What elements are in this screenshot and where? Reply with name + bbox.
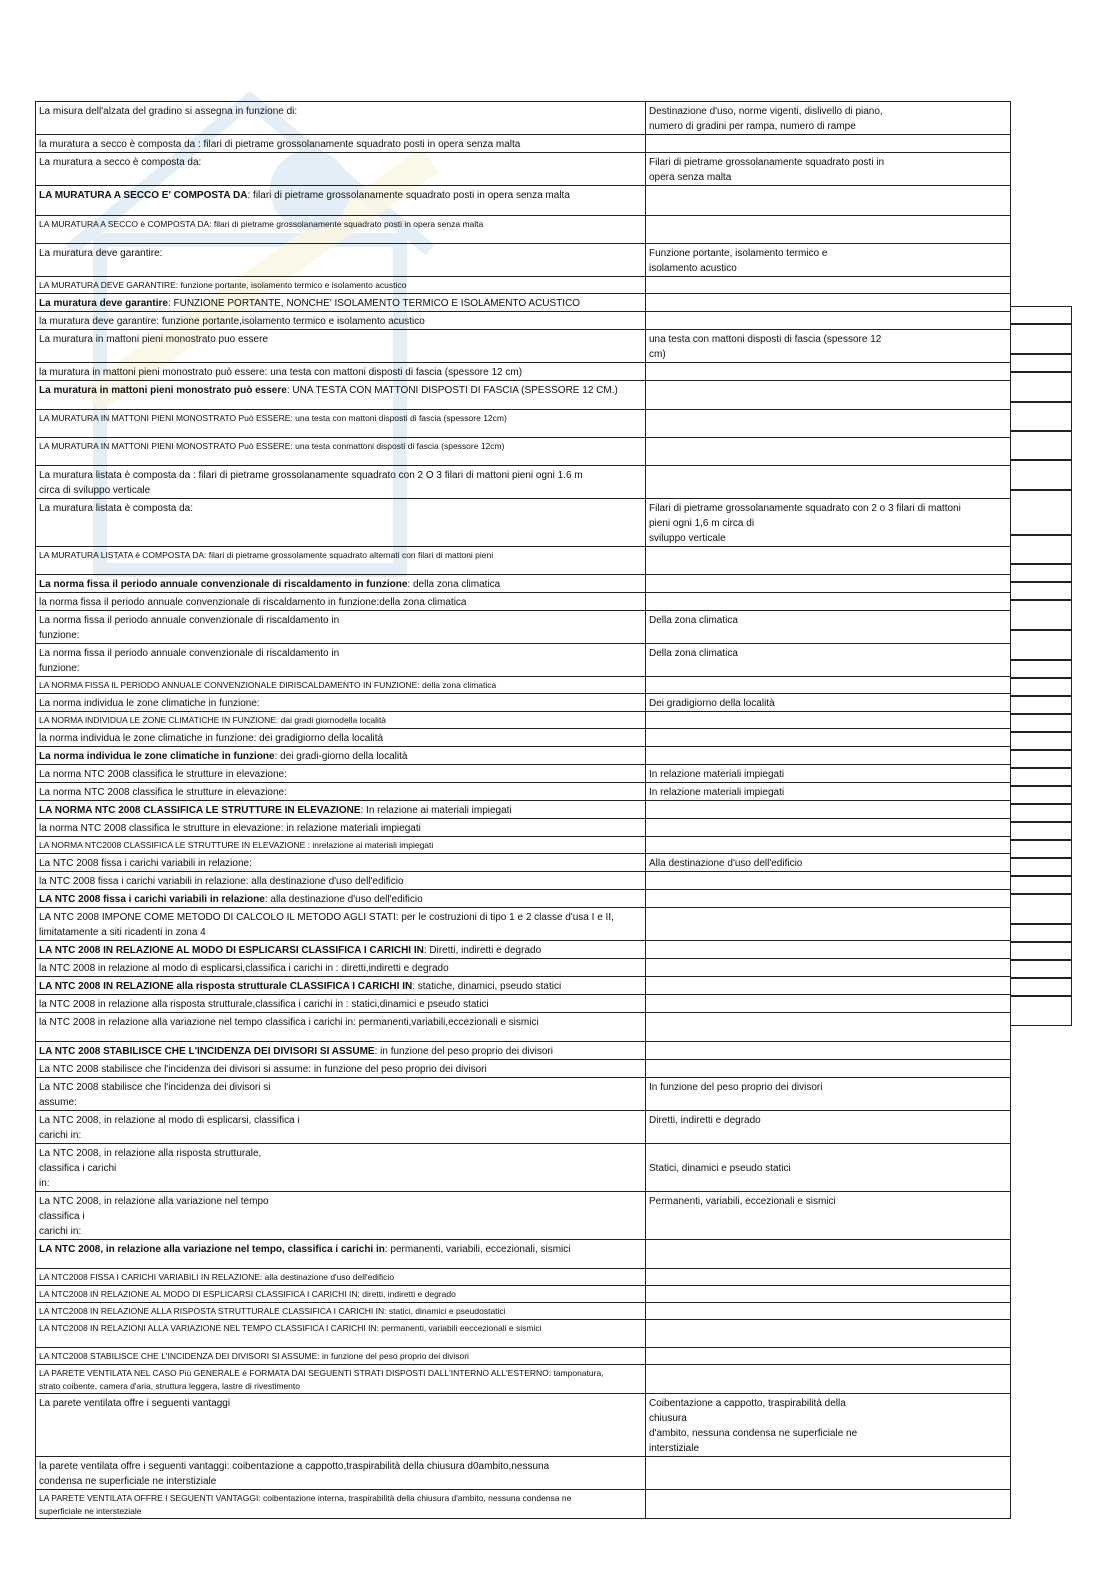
question-text: : della zona climatica [407, 579, 501, 590]
extra-column-cell [1010, 324, 1072, 354]
extra-column-cell [1010, 460, 1072, 490]
answer-cell [646, 1042, 1011, 1060]
question-text: LA MURATURA IN MATTONI PIENI MONOSTRATO Può ESSERE: una testa conmattoni disposti di fascia (spessore 12cm) [39, 441, 505, 451]
table-row [36, 102, 1011, 135]
answer-cell [646, 837, 1011, 854]
question-bold: La norma fissa il periodo annuale convenzionale di riscaldamento in funzione [39, 579, 408, 590]
question-text: la NTC 2008 fissa i carichi variabili in relazione: alla destinazione d'uso dell'edificio [39, 876, 404, 887]
question-cell [36, 872, 646, 890]
question-text: : filari di pietrame grossolanamente squadrato posti in opera senza malta [247, 190, 570, 201]
extra-column-cell [1010, 372, 1072, 402]
table-row [36, 729, 1011, 747]
answer-cell [646, 102, 1011, 135]
answer-text: Filari di pietrame grossolanamente squadrato con 2 o 3 filari di mattoni pieni ogni 1,6 m circa di sviluppo verticale [649, 503, 961, 544]
table-row [36, 153, 1011, 186]
answer-cell [646, 872, 1011, 890]
extra-column-cell [1010, 996, 1072, 1026]
table-row [36, 1240, 1011, 1269]
extra-column-cell [1010, 402, 1072, 431]
question-text: La NTC 2008 stabilisce che l'incidenza dei divisori si assume: [39, 1082, 271, 1108]
answer-cell [646, 499, 1011, 547]
question-cell [36, 854, 646, 872]
question-cell [36, 801, 646, 819]
question-text: LA NORMA INDIVIDUA LE ZONE CLIMATICHE IN FUNZIONE: dai gradi giornodella località [39, 715, 387, 725]
answer-cell [646, 381, 1011, 410]
question-cell [36, 959, 646, 977]
answer-text: una testa con mattoni disposti di fascia (spessore 12 cm) [649, 334, 882, 360]
table-row [36, 1013, 1011, 1042]
extra-column-cell [1010, 564, 1072, 582]
answer-text: Diretti, indiretti e degrado [649, 1115, 761, 1126]
answer-cell [646, 747, 1011, 765]
question-cell [36, 244, 646, 277]
question-text: La NTC 2008, in relazione alla risposta strutturale, classifica i carichi in: [39, 1148, 262, 1189]
answer-cell [646, 363, 1011, 381]
question-cell [36, 712, 646, 729]
question-text: : alla destinazione d'uso dell'edificio [264, 894, 423, 905]
question-cell [36, 575, 646, 593]
extra-column-cell [1010, 732, 1072, 750]
answer-cell [646, 677, 1011, 694]
extra-column-cell [1010, 535, 1072, 564]
answer-cell [646, 694, 1011, 712]
question-bold: LA NTC 2008 IN RELAZIONE alla risposta strutturale CLASSIFICA I CARICHI IN [39, 981, 413, 992]
question-cell [36, 837, 646, 854]
question-cell [36, 1042, 646, 1060]
table-row [36, 712, 1011, 729]
question-cell [36, 1348, 646, 1365]
question-text: la NTC 2008 in relazione alla variazione nel tempo classifica i carichi in: permanenti,variabili,eccezionali e sismici [39, 1017, 539, 1028]
table-row [36, 890, 1011, 908]
question-text: la NTC 2008 in relazione alla risposta strutturale,classifica i carichi in : statici,dinamici e pseudo statici [39, 999, 489, 1010]
answer-cell [646, 547, 1011, 575]
answer-cell [646, 330, 1011, 363]
answer-cell [646, 1240, 1011, 1269]
question-bold: LA NTC 2008 IN RELAZIONE AL MODO DI ESPLICARSI CLASSIFICA I CARICHI IN [39, 945, 424, 956]
extra-column-cell [1010, 840, 1072, 858]
answer-text: Statici, dinamici e pseudo statici [649, 1163, 791, 1174]
question-cell [36, 819, 646, 837]
question-cell [36, 644, 646, 677]
extra-column-cell [1010, 942, 1072, 960]
answer-text: Della zona climatica [649, 615, 738, 626]
question-cell [36, 783, 646, 801]
question-text: La norma fissa il periodo annuale convenzionale di riscaldamento in funzione: [39, 648, 340, 674]
question-text: La NTC 2008 fissa i carichi variabili in relazione: [39, 858, 252, 869]
answer-cell [646, 995, 1011, 1013]
table-row [36, 819, 1011, 837]
answer-text: Funzione portante, isolamento termico e isolamento acustico [649, 248, 828, 274]
answer-cell [646, 765, 1011, 783]
extra-column-cell [1010, 876, 1072, 894]
answer-cell [646, 466, 1011, 499]
question-cell [36, 410, 646, 438]
question-text: la norma fissa il periodo annuale convenzionale di riscaldamento in funzione:della zona climatica [39, 597, 467, 608]
answer-cell [646, 575, 1011, 593]
table-row [36, 381, 1011, 410]
question-cell [36, 908, 646, 941]
question-text: la NTC 2008 in relazione al modo di esplicarsi,classifica i carichi in : diretti,indiretti e degrado [39, 963, 449, 974]
question-text: LA NTC2008 IN RELAZIONE ALLA RISPOSTA STRUTTURALE CLASSIFICA I CARICHI IN: statici, dinamici e pseudostatici [39, 1306, 506, 1316]
question-cell [36, 499, 646, 547]
answer-cell [646, 1490, 1011, 1519]
table-row [36, 1269, 1011, 1286]
extra-column-cell [1010, 750, 1072, 768]
table-row [36, 837, 1011, 854]
answer-cell [646, 941, 1011, 959]
question-text: La norma NTC 2008 classifica le strutture in elevazione: [39, 787, 287, 798]
answer-cell [646, 1348, 1011, 1365]
table-row [36, 1111, 1011, 1144]
question-text: La muratura in mattoni pieni monostrato puo essere [39, 334, 269, 345]
table-row [36, 783, 1011, 801]
table-row [36, 765, 1011, 783]
answer-cell [646, 890, 1011, 908]
question-text: LA MURATURA LISTATA è COMPOSTA DA: filari di pietrame grossolamente squadrato alternati con filari di mattoni pieni [39, 550, 494, 560]
question-text: la parete ventilata offre i seguenti vantaggi: coibentazione a cappotto,traspirabilità della chiusura d0ambito,nessuna condensa ne superficiale ne interstiziale [39, 1461, 550, 1487]
question-cell [36, 438, 646, 466]
table-row [36, 995, 1011, 1013]
question-text: LA MURATURA A SECCO è COMPOSTA DA: filari di pietrame grossolanamente squadrato posti in opera senza malta [39, 219, 484, 229]
extra-column-cell [1010, 822, 1072, 840]
table-row [36, 575, 1011, 593]
answer-text: Destinazione d'uso, norme vigenti, dislivello di piano, numero di gradini per rampa, numero di rampe [649, 106, 883, 132]
table-row [36, 959, 1011, 977]
question-text: : Diretti, indiretti e degrado [423, 945, 542, 956]
table-row [36, 438, 1011, 466]
question-cell [36, 277, 646, 294]
question-text: : in funzione del peso proprio dei divisori [374, 1046, 554, 1057]
question-cell [36, 677, 646, 694]
question-text: : FUNZIONE PORTANTE, NONCHE' ISOLAMENTO TERMICO E ISOLAMENTO ACUSTICO [167, 298, 581, 309]
extra-column-cell [1010, 678, 1072, 696]
table-row [36, 294, 1011, 312]
table-row [36, 677, 1011, 694]
question-cell [36, 363, 646, 381]
question-cell [36, 312, 646, 330]
answer-text: Permanenti, variabili, eccezionali e sismici [649, 1196, 836, 1207]
question-cell [36, 1060, 646, 1078]
question-text: : statiche, dinamici, pseudo statici [412, 981, 562, 992]
question-text: LA NTC2008 IN RELAZIONE AL MODO DI ESPLICARSI CLASSIFICA I CARICHI IN: diretti, indiretti e degrado [39, 1289, 456, 1299]
question-cell [36, 1286, 646, 1303]
table-row [36, 216, 1011, 244]
answer-cell [646, 593, 1011, 611]
question-text: LA NORMA NTC2008 CLASSIFICA LE STRUTTURE IN ELEVAZIONE : inrelazione ai materiali impiegati [39, 840, 434, 850]
answer-cell [646, 153, 1011, 186]
table-row [36, 854, 1011, 872]
extra-column-cell [1010, 786, 1072, 804]
extra-column-cell [1010, 696, 1072, 714]
question-cell [36, 1269, 646, 1286]
question-text: : permanenti, variabili, eccezionali, sismici [384, 1244, 571, 1255]
question-text: La NTC 2008, in relazione alla variazione nel tempo classifica i carichi in: [39, 1196, 269, 1237]
table-row [36, 186, 1011, 216]
question-text: la muratura in mattoni pieni monostrato può essere: una testa con mattoni disposti di fascia (spessore 12 cm) [39, 367, 523, 378]
answer-cell [646, 294, 1011, 312]
question-cell [36, 330, 646, 363]
question-text: LA NTC2008 STABILISCE CHE L'INCIDENZA DEI DIVISORI SI ASSUME: in funzione del peso proprio dei divisori [39, 1351, 469, 1361]
table-row [36, 941, 1011, 959]
question-text: LA NTC2008 IN RELAZIONI ALLA VARIAZIONE NEL TEMPO CLASSIFICA I CARICHI IN: permanenti, variabili eeccezionali e sismici [39, 1323, 542, 1333]
table-row [36, 1078, 1011, 1111]
question-cell [36, 102, 646, 135]
table-row [36, 1365, 1011, 1394]
table-row [36, 312, 1011, 330]
answer-text: Della zona climatica [649, 648, 738, 659]
question-cell [36, 1192, 646, 1240]
answer-cell [646, 1320, 1011, 1348]
question-bold: LA NTC 2008 fissa i carichi variabili in relazione [39, 894, 265, 905]
qa-table [35, 101, 1011, 1519]
table-row [36, 1192, 1011, 1240]
extra-column-cell [1010, 582, 1072, 600]
question-bold: LA NORMA NTC 2008 CLASSIFICA LE STRUTTURE IN ELEVAZIONE [39, 805, 361, 816]
answer-cell [646, 783, 1011, 801]
question-text: La norma individua le zone climatiche in funzione: [39, 698, 260, 709]
question-cell [36, 381, 646, 410]
table-row [36, 1490, 1011, 1519]
answer-cell [646, 1144, 1011, 1192]
question-text: La muratura a secco è composta da: [39, 157, 202, 168]
question-text: La misura dell'alzata del gradino si assegna in funzione di: [39, 106, 298, 117]
answer-cell [646, 186, 1011, 216]
table-row [36, 410, 1011, 438]
extra-column-cell [1010, 630, 1072, 660]
answer-cell [646, 611, 1011, 644]
answer-cell [646, 438, 1011, 466]
table-row [36, 611, 1011, 644]
answer-cell [646, 854, 1011, 872]
answer-cell [646, 729, 1011, 747]
answer-cell [646, 959, 1011, 977]
question-text: La norma fissa il periodo annuale convenzionale di riscaldamento in funzione: [39, 615, 340, 641]
answer-text: Alla destinazione d'uso dell'edificio [649, 858, 803, 869]
answer-cell [646, 135, 1011, 153]
answer-cell [646, 644, 1011, 677]
question-cell [36, 216, 646, 244]
question-cell [36, 611, 646, 644]
table-row [36, 1303, 1011, 1320]
table-row [36, 644, 1011, 677]
table-row [36, 1320, 1011, 1348]
question-bold: La norma individua le zone climatiche in funzione [39, 751, 275, 762]
answer-text: Filari di pietrame grossolanamente squadrato posti in opera senza malta [649, 157, 885, 183]
extra-column-cell [1010, 924, 1072, 942]
question-bold: LA NTC 2008 STABILISCE CHE L'INCIDENZA DEI DIVISORI SI ASSUME [39, 1046, 375, 1057]
question-cell [36, 1365, 646, 1394]
question-text: la muratura a secco è composta da : filari di pietrame grossolanamente squadrato posti in opera senza malta [39, 139, 521, 150]
question-cell [36, 1144, 646, 1192]
extra-column-cell [1010, 306, 1072, 324]
question-text: LA NORMA FISSA IL PERIODO ANNUALE CONVENZIONALE DIRISCALDAMENTO IN FUNZIONE: della zona climatica [39, 680, 497, 690]
question-cell [36, 890, 646, 908]
question-cell [36, 1490, 646, 1519]
question-cell [36, 1303, 646, 1320]
question-cell [36, 153, 646, 186]
question-bold: La muratura in mattoni pieni monostrato può essere [39, 385, 287, 396]
question-text: : UNA TESTA CON MATTONI DISPOSTI DI FASCIA (SPESSORE 12 CM.) [286, 385, 618, 396]
question-text: La muratura listata è composta da: [39, 503, 193, 514]
question-cell [36, 1457, 646, 1490]
answer-cell [646, 216, 1011, 244]
extra-column-cell [1010, 804, 1072, 822]
question-cell [36, 1078, 646, 1111]
question-text: La parete ventilata offre i seguenti vantaggi [39, 1398, 231, 1409]
table-row [36, 1060, 1011, 1078]
question-text: : In relazione ai materiali impiegati [360, 805, 512, 816]
table-row [36, 1457, 1011, 1490]
question-cell [36, 547, 646, 575]
extra-column-cell [1010, 768, 1072, 786]
extra-column-cell [1010, 431, 1072, 460]
answer-cell [646, 819, 1011, 837]
table-row [36, 872, 1011, 890]
extra-column-cell [1010, 978, 1072, 996]
table-row [36, 277, 1011, 294]
table-row [36, 135, 1011, 153]
extra-column-cell [1010, 490, 1072, 535]
table-row [36, 330, 1011, 363]
question-text: LA NTC2008 FISSA I CARICHI VARIABILI IN RELAZIONE: alla destinazione d'uso dell'edificio [39, 1272, 395, 1282]
question-bold: LA NTC 2008, in relazione alla variazione nel tempo, classifica i carichi in [39, 1244, 385, 1255]
extra-column-cell [1010, 858, 1072, 876]
extra-column-cell [1010, 354, 1072, 372]
answer-cell [646, 1111, 1011, 1144]
question-cell [36, 1111, 646, 1144]
question-cell [36, 694, 646, 712]
table-row [36, 363, 1011, 381]
question-cell [36, 1240, 646, 1269]
answer-cell [646, 1365, 1011, 1394]
extra-column-cell [1010, 714, 1072, 732]
question-cell [36, 729, 646, 747]
question-text: LA NTC 2008 IMPONE COME METODO DI CALCOLO IL METODO AGLI STATI: per le costruzioni di tipo 1 e 2 classe d'usa I e II, limitatamente a siti ricadenti in zona 4 [39, 912, 614, 938]
question-cell [36, 977, 646, 995]
answer-cell [646, 712, 1011, 729]
question-text: la muratura deve garantire: funzione portante,isolamento termico e isolamento acustico [39, 316, 425, 327]
question-text: LA PARETE VENTILATA NEL CASO Più GENERALE è FORMATA DAI SEGUENTI STRATI DISPOSTI DALL'INTERNO ALL'ESTERNO: tamponatura, strato coibente, camera d'aria, struttura leggera, lastre di rivestimento [39, 1368, 604, 1391]
table-row [36, 547, 1011, 575]
table-row [36, 1394, 1011, 1457]
answer-cell [646, 1060, 1011, 1078]
question-bold: LA MURATURA A SECCO E' COMPOSTA DA [39, 190, 248, 201]
answer-cell [646, 410, 1011, 438]
question-text: la norma individua le zone climatiche in funzione: dei gradigiorno della località [39, 733, 384, 744]
table-row [36, 1144, 1011, 1192]
answer-text: In funzione del peso proprio dei divisori [649, 1082, 823, 1093]
answer-text: Dei gradigiorno della località [649, 698, 775, 709]
table-row [36, 499, 1011, 547]
question-text: LA MURATURA IN MATTONI PIENI MONOSTRATO Può ESSERE: una testa con mattoni disposti di fascia (spessore 12cm) [39, 413, 507, 423]
answer-cell [646, 977, 1011, 995]
answer-cell [646, 244, 1011, 277]
table-row [36, 801, 1011, 819]
question-cell [36, 1320, 646, 1348]
answer-cell [646, 1286, 1011, 1303]
question-cell [36, 765, 646, 783]
question-text: LA MURATURA DEVE GARANTIRE: funzione portante, isolamento termico e isolamento acustico [39, 280, 407, 290]
answer-cell [646, 1269, 1011, 1286]
question-cell [36, 466, 646, 499]
table-row [36, 1348, 1011, 1365]
answer-cell [646, 1078, 1011, 1111]
table-row [36, 908, 1011, 941]
answer-cell [646, 908, 1011, 941]
answer-cell [646, 1394, 1011, 1457]
question-text: : dei gradi-giorno della località [274, 751, 408, 762]
question-cell [36, 186, 646, 216]
table-row [36, 694, 1011, 712]
table-row [36, 747, 1011, 765]
question-text: La NTC 2008, in relazione al modo di esplicarsi, classifica i carichi in: [39, 1115, 300, 1141]
question-bold: La muratura deve garantire [39, 298, 168, 309]
question-text: La muratura deve garantire: [39, 248, 163, 259]
answer-cell [646, 277, 1011, 294]
question-cell [36, 995, 646, 1013]
question-cell [36, 747, 646, 765]
table-row [36, 593, 1011, 611]
answer-cell [646, 1013, 1011, 1042]
answer-text: In relazione materiali impiegati [649, 769, 785, 780]
table-row [36, 466, 1011, 499]
extra-column-cell [1010, 960, 1072, 978]
answer-cell [646, 1457, 1011, 1490]
table-row [36, 244, 1011, 277]
question-text: LA PARETE VENTILATA OFFRE I SEGUENTI VANTAGGI: coibentazione interna, traspirabilità della chiusura d'ambito, nessuna condensa ne superficiale ne intersteziale [39, 1493, 572, 1516]
extra-column-cell [1010, 894, 1072, 924]
question-cell [36, 1013, 646, 1042]
question-cell [36, 294, 646, 312]
question-text: La norma NTC 2008 classifica le strutture in elevazione: [39, 769, 287, 780]
question-cell [36, 1394, 646, 1457]
extra-column-cell [1010, 660, 1072, 678]
table-row [36, 1286, 1011, 1303]
question-text: La muratura listata è composta da : filari di pietrame grossolanamente squadrato con 2 O 3 filari di mattoni pieni ogni 1.6 m circa di sviluppo verticale [39, 470, 583, 496]
table-row [36, 1042, 1011, 1060]
question-text: la norma NTC 2008 classifica le strutture in elevazione: in relazione materiali impiegati [39, 823, 421, 834]
question-cell [36, 135, 646, 153]
table-row [36, 977, 1011, 995]
question-text: La NTC 2008 stabilisce che l'incidenza dei divisori si assume: in funzione del peso proprio dei divisori [39, 1064, 487, 1075]
answer-cell [646, 1192, 1011, 1240]
question-cell [36, 593, 646, 611]
answer-text: In relazione materiali impiegati [649, 787, 785, 798]
answer-cell [646, 312, 1011, 330]
answer-cell [646, 801, 1011, 819]
extra-column-cell [1010, 600, 1072, 630]
question-cell [36, 941, 646, 959]
answer-cell [646, 1303, 1011, 1320]
answer-text: Coibentazione a cappotto, traspirabilità della chiusura d'ambito, nessuna condensa ne superficiale ne interstiziale [649, 1398, 858, 1454]
